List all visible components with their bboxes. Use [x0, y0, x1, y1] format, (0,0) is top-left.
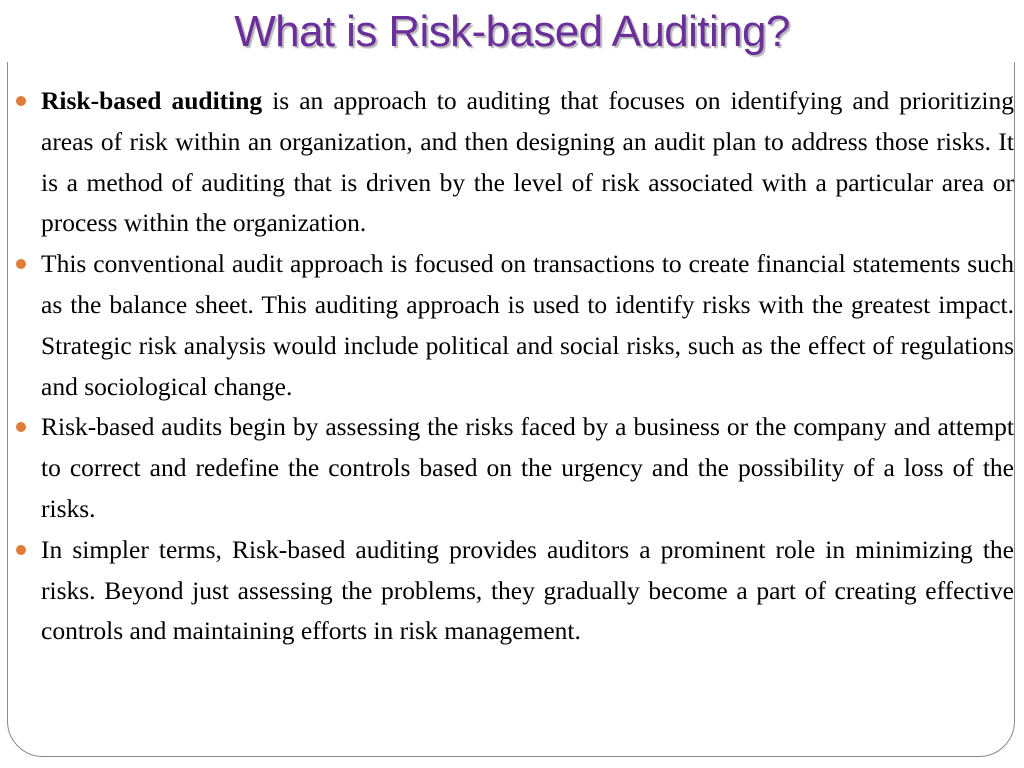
bullet-item [41, 407, 1014, 529]
bullet-item [41, 81, 1014, 244]
bullet-dot-icon [16, 96, 26, 106]
bullet-text: In simpler terms, Risk-based auditing provides auditors a prominent role in minimizing the risks. Beyond just assessing the problems, they gradually become a part of creating effective controls and maintaining efforts in risk management. [41, 534, 1014, 646]
bullet-item [41, 244, 1014, 407]
bullet-lead-term: Risk-based auditing [41, 86, 263, 115]
bullet-text: Risk-based audits begin by assessing the risks faced by a business or the company and attempt to correct and redefine the controls based on the urgency and the possibility of a loss of the risks. [41, 412, 1014, 523]
bullet-list [41, 81, 1014, 652]
slide-title: What is Risk-based Auditing? [0, 2, 1024, 62]
bullet-dot-icon [16, 545, 26, 555]
bullet-text: is an approach to auditing that focuses on identifying and prioritizing areas of risk within an organization, and then designing an audit plan to address those risks. It is a method of auditing that is driven by the level of risk associated with a particular area or process within the organization. [41, 86, 1014, 238]
bullet-text: This conventional audit approach is focused on transactions to create financial statements such as the balance sheet. This auditing approach is used to identify risks with the greatest impact. Strategic risk analysis would include political and social risks, such as the effect of regulations and sociological change. [41, 249, 1014, 401]
bullet-item [41, 530, 1014, 652]
